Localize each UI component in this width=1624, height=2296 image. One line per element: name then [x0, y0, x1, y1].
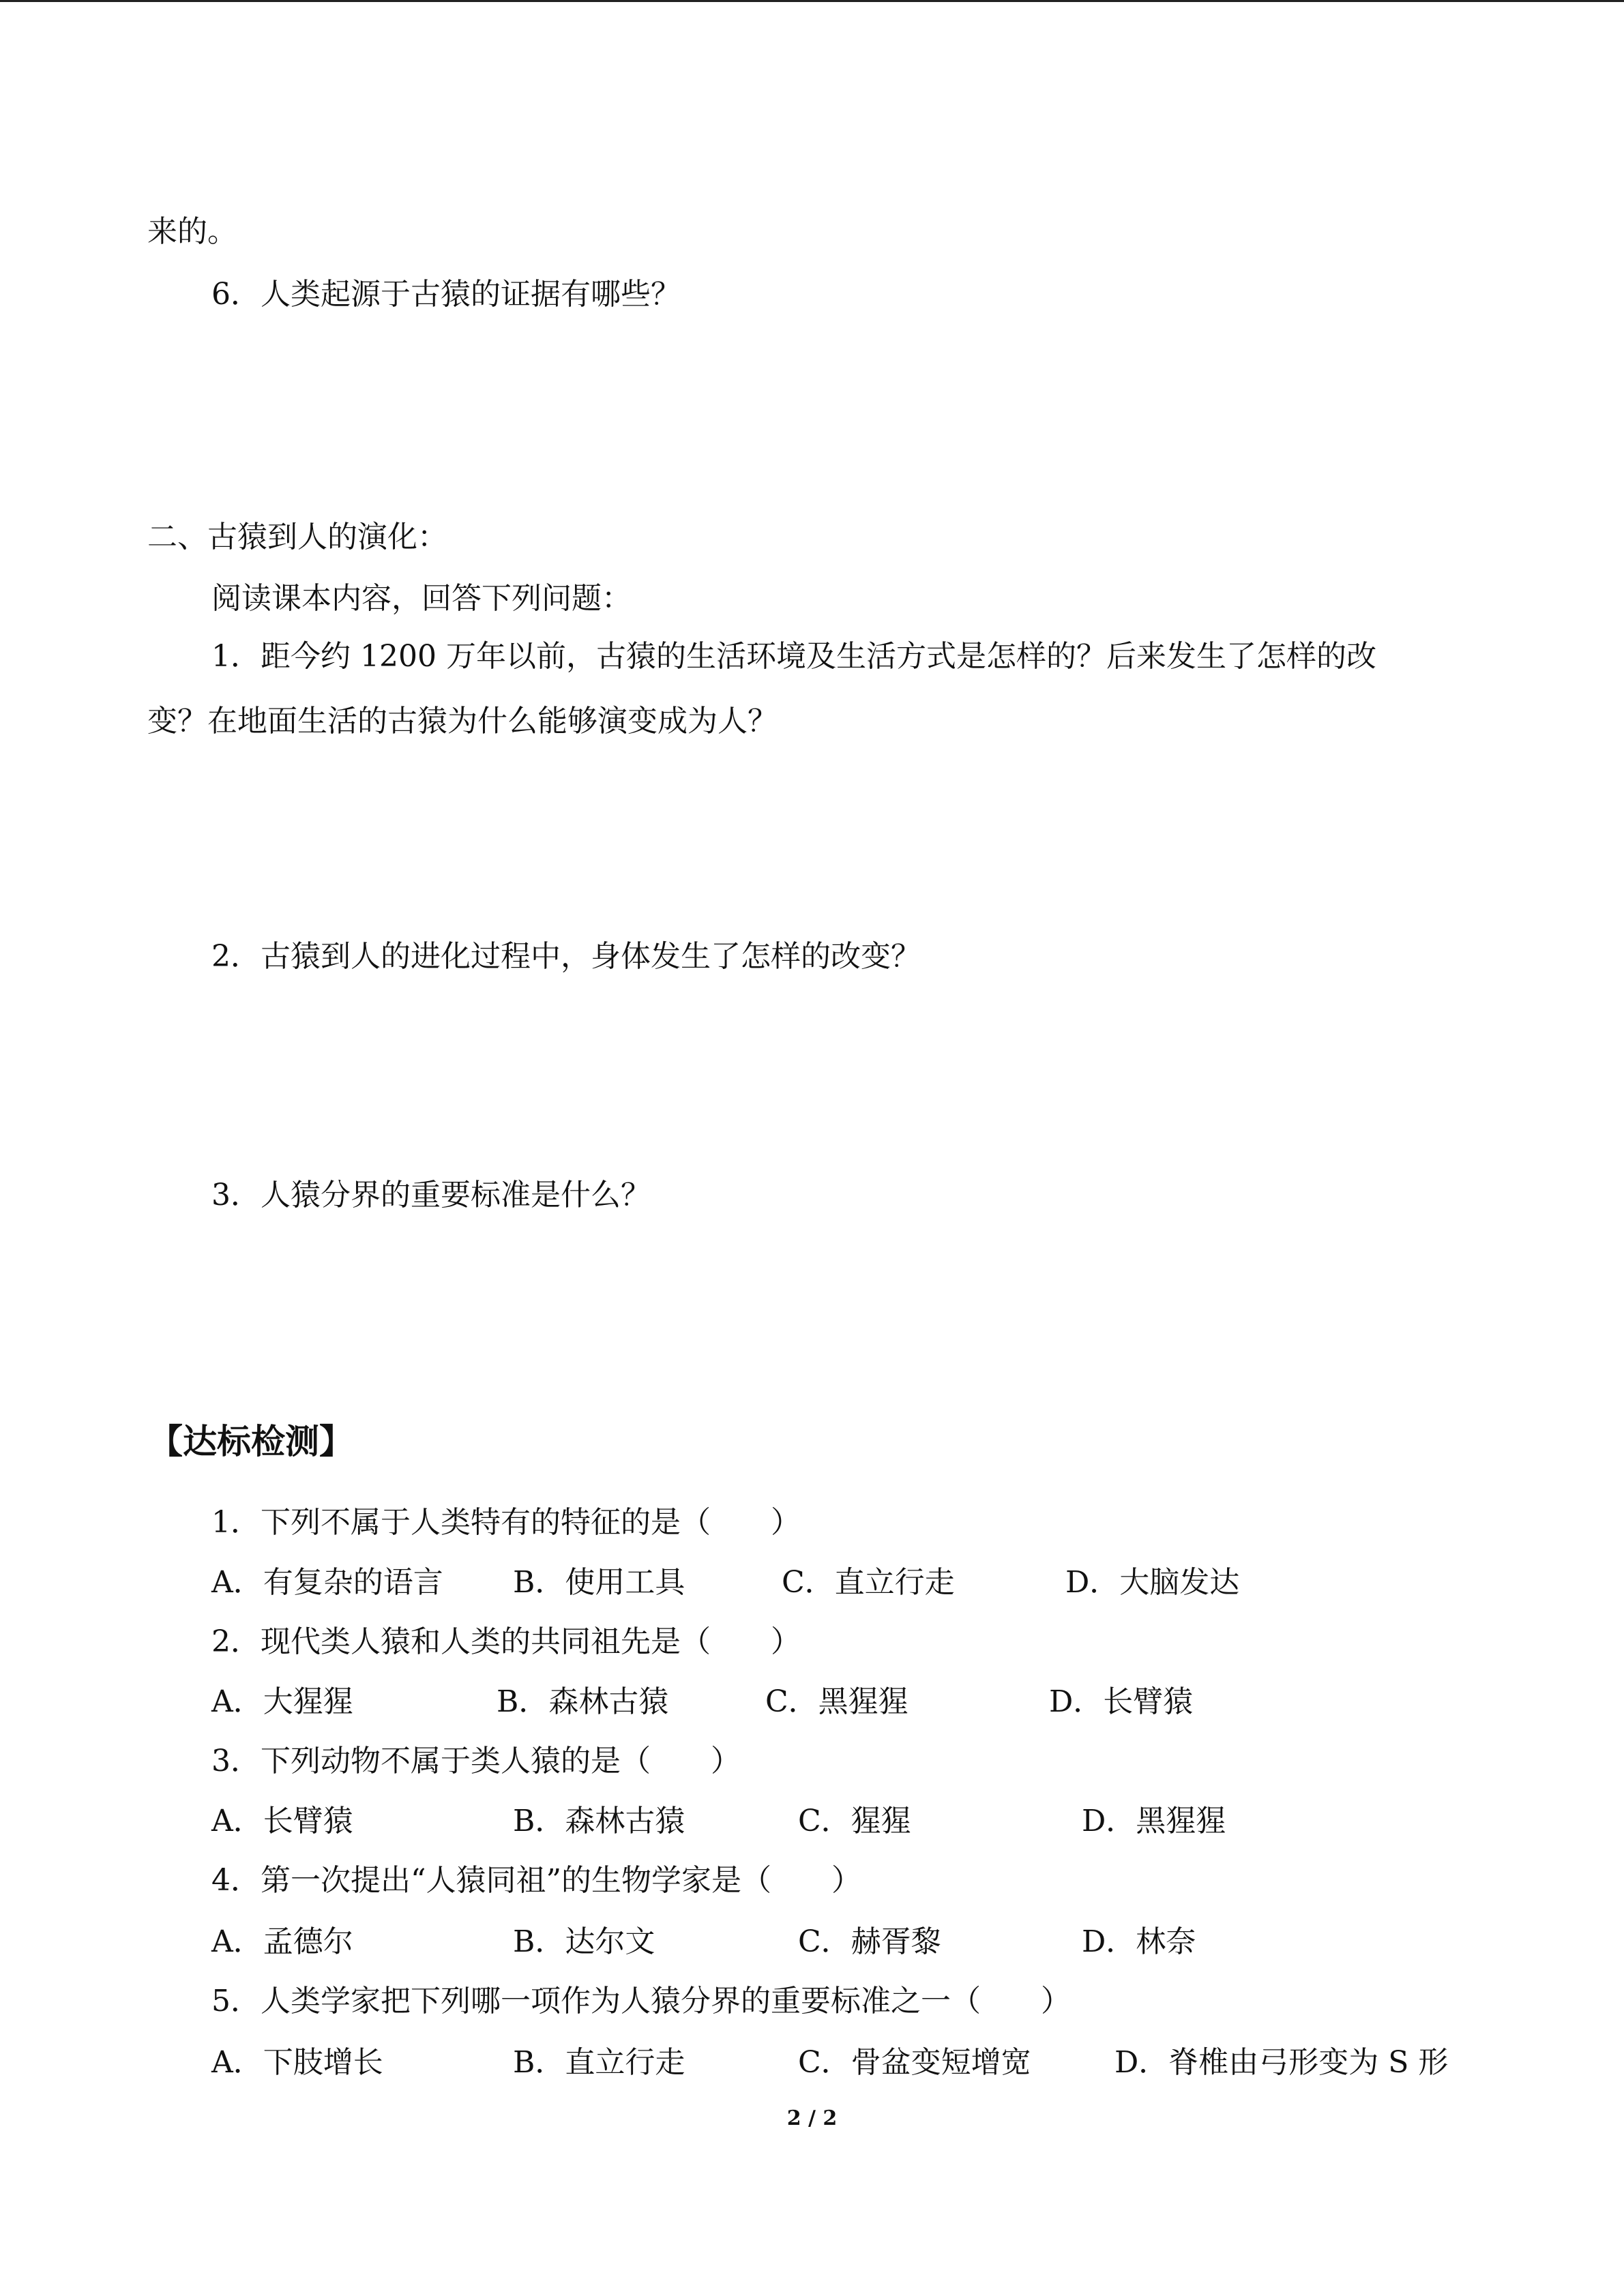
test-heading: 【达标检测】 [149, 1422, 353, 1461]
q1-option-a: A．有复杂的语言 [211, 1565, 443, 1600]
q3-option-a: A．长臂猿 [211, 1804, 353, 1838]
q3-option-d: D．黑猩猩 [1082, 1804, 1226, 1838]
q1-option-b: B．使用工具 [513, 1565, 685, 1600]
q5-option-c: C．骨盆变短增宽 [798, 2045, 1031, 2080]
q3-option-c: C．猩猩 [798, 1804, 911, 1838]
section-2-question-2: 2．古猿到人的进化过程中，身体发生了怎样的改变？ [211, 939, 921, 974]
q4-option-b: B．达尔文 [513, 1924, 655, 1959]
test-question-5: 5．人类学家把下列哪一项作为人猿分界的重要标准之一（ ） [211, 1984, 1071, 2018]
q4-option-a: A．孟德尔 [211, 1924, 353, 1959]
page-top-border [0, 0, 1624, 2]
section-2-question-3: 3．人猿分界的重要标准是什么？ [211, 1178, 651, 1212]
q1-option-c: C．直立行走 [782, 1565, 955, 1600]
q5-option-d: D．脊椎由弓形变为 S 形 [1114, 2045, 1449, 2080]
section-2-question-1-line-1: 1．距今约 1200 万年以前，古猿的生活环境及生活方式是怎样的？后来发生了怎样的改 [211, 639, 1376, 674]
section-2-instruction: 阅读课本内容，回答下列问题： [211, 581, 632, 616]
test-question-1: 1．下列不属于人类特有的特征的是（ ） [211, 1505, 801, 1540]
section-2-title: 二、古猿到人的演化： [147, 520, 447, 554]
test-question-2: 2．现代类人猿和人类的共同祖先是（ ） [211, 1624, 801, 1659]
q2-option-d: D．长臂猿 [1049, 1684, 1194, 1719]
q5-option-b: B．直立行走 [513, 2045, 685, 2080]
continuation-text: 来的。 [147, 214, 237, 249]
question-6: 6．人类起源于古猿的证据有哪些？ [211, 277, 681, 312]
q1-option-d: D．大脑发达 [1065, 1565, 1240, 1600]
test-question-4: 4．第一次提出“人猿同祖”的生物学家是（ ） [211, 1863, 861, 1898]
q2-option-c: C．黑猩猩 [765, 1684, 909, 1719]
q3-option-b: B．森林古猿 [513, 1804, 685, 1838]
q4-option-c: C．赫胥黎 [798, 1924, 941, 1959]
q2-option-b: B．森林古猿 [497, 1684, 669, 1719]
q2-option-a: A．大猩猩 [211, 1684, 353, 1719]
q5-option-a: A．下肢增长 [211, 2045, 383, 2080]
q4-option-d: D．林奈 [1082, 1924, 1196, 1959]
test-question-3: 3．下列动物不属于类人猿的是（ ） [211, 1744, 741, 1778]
page-number: 2 / 2 [786, 2106, 838, 2130]
section-2-question-1-line-2: 变？在地面生活的古猿为什么能够演变成为人？ [147, 704, 778, 739]
